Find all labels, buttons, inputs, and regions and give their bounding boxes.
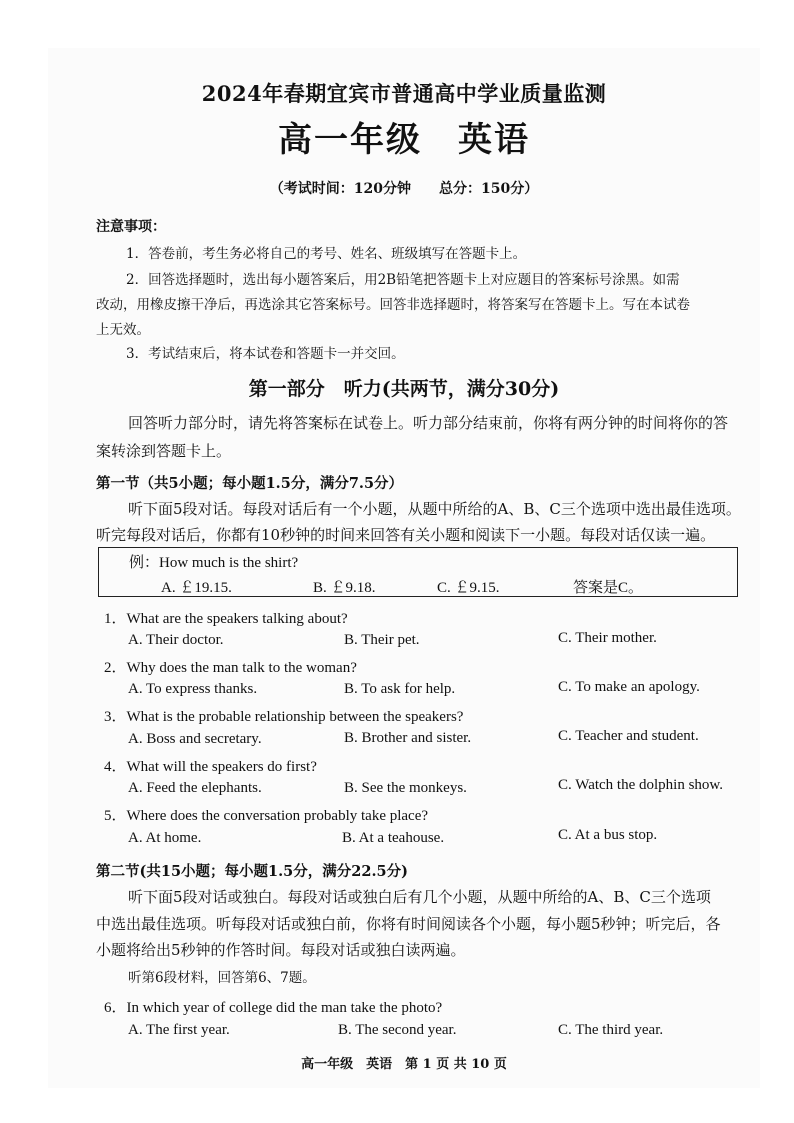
question-4: 4．What will the speakers do first? — [104, 759, 317, 775]
question-5-option-a: A. At home. — [128, 830, 202, 846]
example-question: 例：How much is the shirt? — [129, 555, 299, 571]
question-6-option-a: A. The first year. — [128, 1022, 230, 1038]
notice-item-1: 1．答卷前，考生务必将自己的考号、姓名、班级填写在答题卡上。 — [126, 246, 527, 262]
notice-item-3: 3．考试结束后，将本试卷和答题卡一并交回。 — [126, 346, 405, 362]
section2-intro-line-1: 听下面5段对话或独白。每段对话或独白后有几个小题，从题中所给的A、B、C三个选项 — [128, 888, 711, 906]
question-4-option-b: B. See the monkeys. — [344, 780, 467, 796]
question-2-option-a: A. To express thanks. — [128, 681, 258, 697]
question-6-option-c: C. The third year. — [558, 1022, 664, 1038]
notice-item-2-line-1: 2．回答选择题时，选出每小题答案后，用2B铅笔把答题卡上对应题目的答案标号涂黑。如需 — [126, 272, 680, 288]
question-4-option-c: C. Watch the dolphin show. — [558, 777, 724, 793]
exam-page — [48, 48, 760, 1088]
section2-heading: 第二节(共15小题；每小题1.5分，满分22.5分) — [96, 863, 408, 880]
question-1-option-c: C. Their mother. — [558, 630, 657, 646]
example-answer: 答案是C。 — [573, 580, 644, 596]
question-5-option-c: C. At a bus stop. — [558, 827, 658, 843]
question-5-option-b: B. At a teahouse. — [342, 830, 445, 846]
example-option-a: A. ￡19.15. — [161, 580, 232, 596]
question-5: 5．Where does the conversation probably take place? — [104, 808, 429, 824]
question-6: 6．In which year of college did the man take the photo? — [104, 1000, 443, 1016]
notice-item-2-line-2: 改动，用橡皮擦干净后，再选涂其它答案标号。回答非选择题时，将答案写在答题卡上。写在本试卷 — [96, 297, 690, 313]
exam-info: （考试时间：120分钟 总分：150分） — [269, 181, 539, 197]
question-4-option-a: A. Feed the elephants. — [128, 780, 262, 796]
section1-intro-line-1: 听下面5段对话。每段对话后有一个小题，从题中所给的A、B、C三个选项中选出最佳选项。 — [128, 500, 741, 518]
section1-heading: 第一节（共5小题；每小题1.5分，满分7.5分） — [96, 475, 404, 492]
section2-material-note: 听第6段材料，回答第6、7题。 — [128, 970, 316, 986]
exam-subject-title: 高一年级 英语 — [278, 120, 530, 160]
example-box — [98, 547, 738, 597]
section2-intro-line-3: 小题将给出5秒钟的作答时间。每段对话或独白读两遍。 — [96, 941, 466, 959]
exam-title: 2024年春期宜宾市普通高中学业质量监测 — [201, 81, 607, 106]
question-2-option-b: B. To ask for help. — [344, 681, 456, 697]
section1-intro-line-2: 听完每段对话后，你都有10秒钟的时间来回答有关小题和阅读下一小题。每段对话仅读一遍。 — [96, 526, 716, 544]
question-1-option-a: A. Their doctor. — [128, 632, 224, 648]
example-option-b: B. ￡9.18. — [313, 580, 376, 596]
question-3-option-b: B. Brother and sister. — [344, 730, 472, 746]
example-option-c: C. ￡9.15. — [437, 580, 500, 596]
part1-intro-line-1: 回答听力部分时，请先将答案标在试卷上。听力部分结束前，你将有两分钟的时间将你的答 — [128, 414, 729, 432]
part1-heading: 第一部分 听力(共两节，满分30分) — [248, 378, 560, 400]
question-1-option-b: B. Their pet. — [344, 632, 420, 648]
question-2: 2．Why does the man talk to the woman? — [104, 660, 357, 676]
question-6-option-b: B. The second year. — [338, 1022, 457, 1038]
question-2-option-c: C. To make an apology. — [558, 679, 700, 695]
notice-heading: 注意事项： — [96, 219, 166, 235]
part1-intro-line-2: 案转涂到答题卡上。 — [96, 442, 232, 460]
question-3: 3．What is the probable relationship between the speakers? — [104, 709, 464, 725]
question-3-option-a: A. Boss and secretary. — [128, 731, 262, 747]
question-3-option-c: C. Teacher and student. — [558, 728, 699, 744]
page-footer: 高一年级 英语 第 1 页 共 10 页 — [301, 1057, 507, 1072]
notice-item-2-line-3: 上无效。 — [96, 322, 150, 338]
section2-intro-line-2: 中选出最佳选项。听每段对话或独白前，你将有时间阅读各个小题，每小题5秒钟；听完后，各 — [96, 915, 721, 933]
question-1: 1．What are the speakers talking about? — [104, 611, 348, 627]
